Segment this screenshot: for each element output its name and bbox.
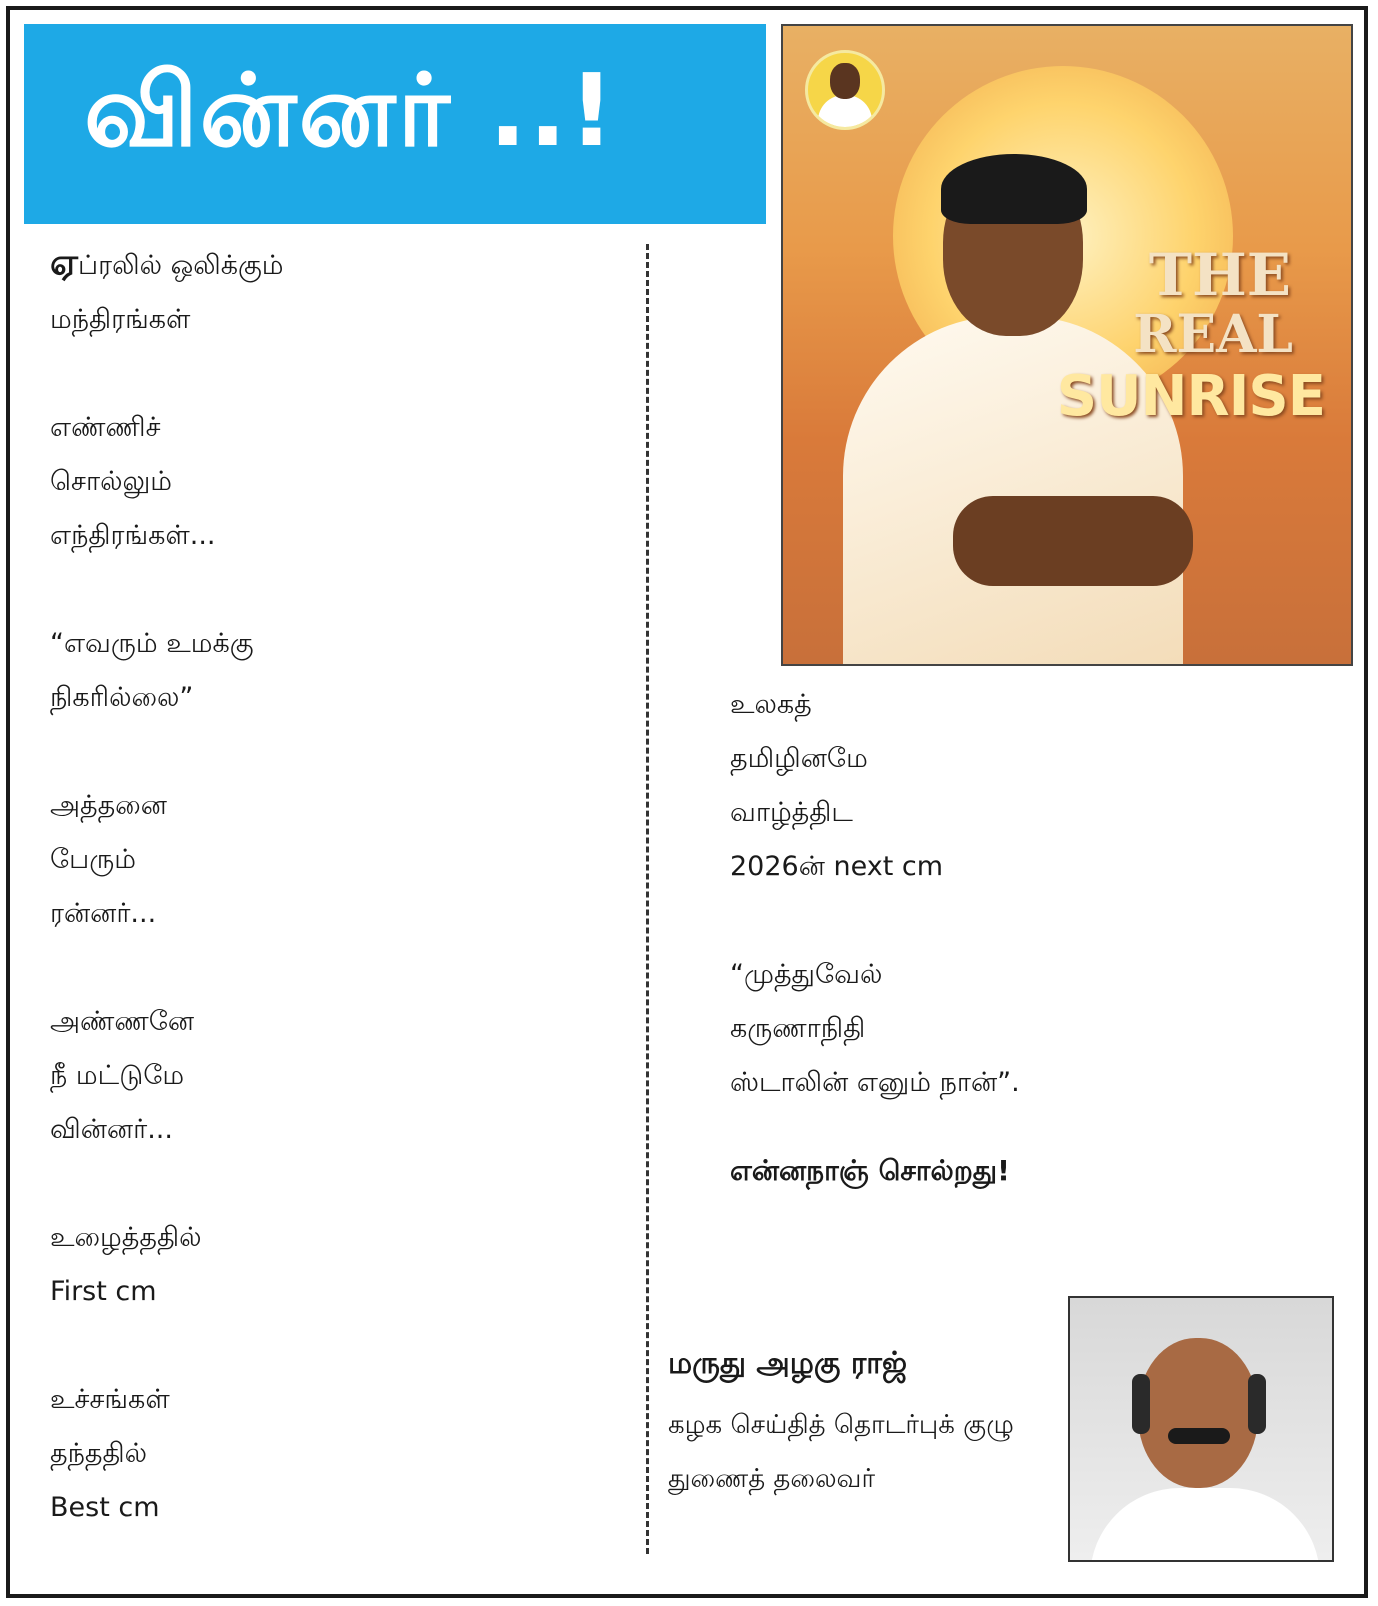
sunrise-poster bbox=[781, 24, 1353, 666]
poster-text-real: REAL bbox=[1133, 304, 1293, 365]
poster-text-sunrise: SUNRISE bbox=[1056, 364, 1325, 429]
poster-figure-hair bbox=[941, 154, 1087, 224]
poster-figure-arms bbox=[953, 496, 1193, 586]
banner-title: வின்னர் ..! bbox=[84, 52, 617, 169]
author-name: மருது அழகு ராஜ் bbox=[668, 1346, 908, 1381]
author-photo bbox=[1068, 1296, 1334, 1562]
right-poem: உலகத் தமிழினமே வாழ்த்திட 2026ன் next cm “முத்துவேல் கருணாநிதி ஸ்டாலின் எனும் நான்”. bbox=[730, 689, 1020, 1098]
dropcap: ஏ bbox=[50, 242, 79, 283]
slogan: என்னநாஞ் சொல்றது! bbox=[730, 1154, 1010, 1187]
title-banner bbox=[24, 24, 766, 224]
left-poem-text: ப்ரலில் ஒலிக்கும் மந்திரங்கள் எண்ணிச் சொல்லும் எந்திரங்கள்... “எவரும் உமக்கு நிகரில்லை” அத்தனை பேரும் ரன்னர்... அண்ணனே நீ மட்டுமே வின்னர்... உழைத்ததில் First cm உச்சங்கள் தந்ததில் Best cm bbox=[50, 250, 284, 1523]
column-divider bbox=[646, 244, 649, 1554]
party-logo bbox=[805, 50, 885, 130]
author-role: கழக செய்தித் தொடர்புக் குழு துணைத் தலைவர் bbox=[668, 1410, 1014, 1494]
poster-text-the: THE bbox=[1148, 241, 1291, 309]
left-poem bbox=[50, 236, 284, 1535]
